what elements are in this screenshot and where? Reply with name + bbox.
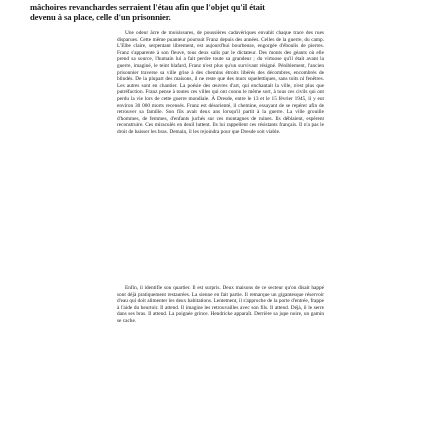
intro-line-2: devenu à sa place, celle d'un prisonnier.: [30, 12, 171, 22]
paragraph-block-2: [117, 285, 324, 433]
paragraph-2: Enfin, il identifie son quartier. Il est surpris. Deux maisons de ce secteur qu'on disait happé sont déjà pratiquement restaurées. La sienne en fait partie. Il remarque un gigantesque réservoir d'eau qui doit alimenter les deux habitations. Lentement, il s'approche de la porte d'entrée, frappe à l'aide du heurtoir. Il attend. Il imagine les retrouvailles avec son fils. Il attend. Déjà, il le serre dans ses bras. Il attend. La poignée grince. Hendricke apparaît. Derrière sa jupe noire, un gamin se cache.: [117, 285, 324, 324]
intro-text: [30, 2, 410, 22]
paragraph-1: Une odeur âcre de moisissures, de poussières cadavériques envahit chaque trace des rues disparues. Cette même puanteur poursuit Franz depuis des années. Celles de la guerre, du camp. L'Elbe claire, serpentant librement, est aujourd'hui bourbeuse, engorgée d'éboulis de pierres. Franz s'apparente à son fleuve, tous deux salis par le dictateur. Des monts des géants où elle prend sa source, l'humain lui a fait perdre toute sa grandeur ; du virtuose qu'il était avant la guerre, imaginé, le teint blafard, Franz n'est plus qu'un survivant résigné. Péniblement, l'ancien prisonnier traverse sa ville grise à des chemins étroits libérés des décombres, encombrés de blindés. De la plupart des maisons, il ne reste que des murs squelettiques, sans toits ni fenêtres. Les autres sont en chantier. La poésie des œuvres d'art, qui enchantait la ville, n'est plus que putréfaction. Franz pense à toutes ces villes qui ont connu le même sort, à tous ces civils qui ont perdu la vie lors de cette guerre mondiale. À Dresde, entre le 13 et le 15 février 1945, il y eut environ 30 000 morts recensés. Franz est désorienté, il chemine, essayant de se repérer afin de retrouver sa famille. Son fils avait deux ans lorsqu'il partit à la guerre. La ville grouille d'hommes, de femmes, d'enfants juchés sur ces montagnes de ruines. Ils déblaient, espèrent reconstruire. Ces miraculés en deuil luttent. Ils lui rappellent ces résistants français. Il n'a pas le droit de baisser les bras. Demain, il les rejoindra pour que Dresde soit viable.: [117, 30, 324, 135]
intro-line-1: mâchoires revanchardes serraient l'étau afin que l'objet qu'il était: [30, 2, 265, 12]
paragraph-block-1: [117, 30, 324, 270]
